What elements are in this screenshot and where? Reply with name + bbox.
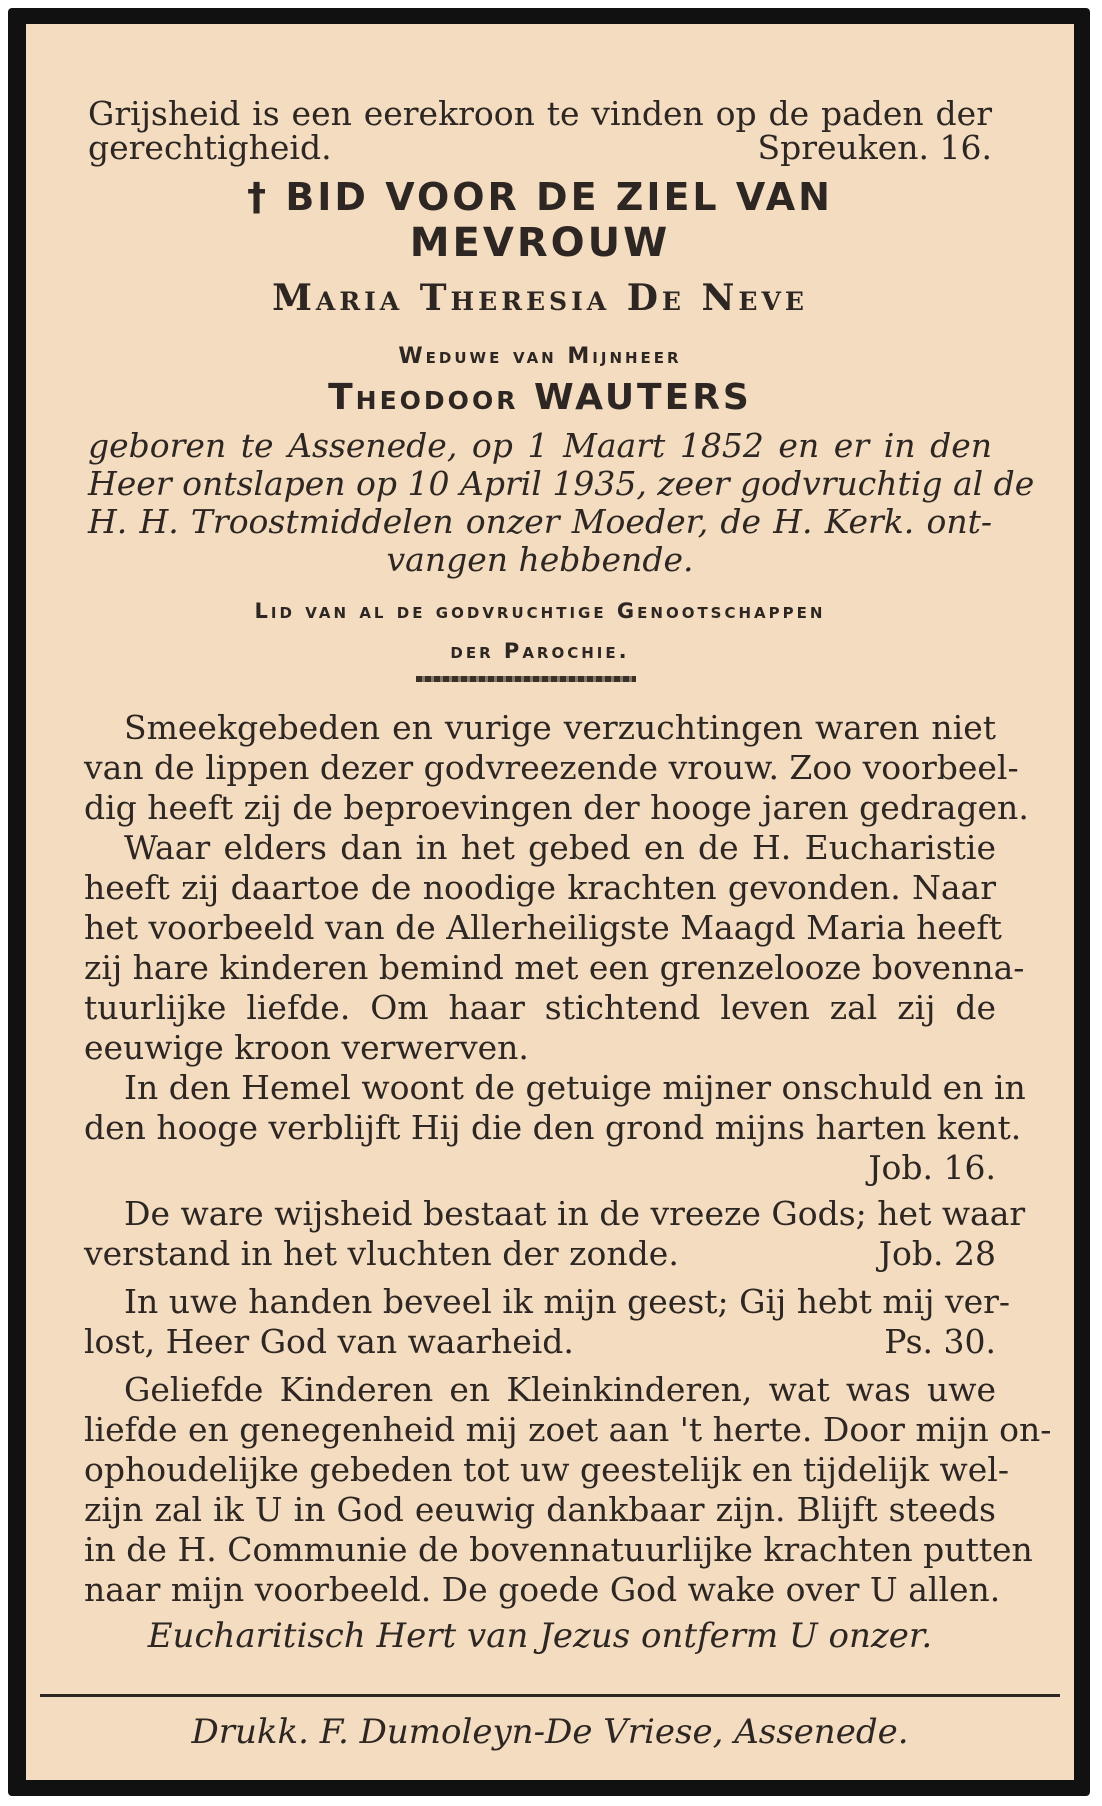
- card-paper: [26, 24, 1074, 1780]
- body-line: naar mijn voorbeeld. De goede God wake over U allen.: [84, 1570, 1001, 1609]
- body-text: verstand in het vluchten der zonde.: [84, 1234, 679, 1273]
- epigraph-line: Grijsheid is een eerekroon te vinden op de paden der: [88, 94, 992, 133]
- prayer-card: [8, 8, 1090, 1796]
- birth-line: geboren te Assenede, op 1 Maart 1852 en er in den: [88, 426, 992, 465]
- birth-line: H. H. Troostmiddelen onzer Moeder, de H. Kerk. ont-: [88, 502, 992, 541]
- birth-line: Heer ontslapen op 10 April 1935, zeer godvruchtig al de: [88, 464, 1035, 503]
- body-line: zij hare kinderen bemind met een grenzelooze bovenna-: [84, 948, 1025, 987]
- body-line: Waar elders dan in het gebed en de H. Eucharistie: [124, 828, 996, 867]
- body-line: Smeekgebeden en vurige verzuchtingen waren niet: [124, 708, 996, 747]
- body-line: In uwe handen beveel ik mijn geest; Gij hebt mij ver-: [124, 1282, 1011, 1321]
- membership-line: der Parochie.: [450, 639, 630, 663]
- ornament-divider: [416, 676, 636, 682]
- body-line: dig heeft zij de beproevingen der hooge jaren gedragen.: [84, 788, 1029, 827]
- body-line: in de H. Communie de bovennatuurlijke krachten putten: [84, 1530, 1033, 1569]
- husband-name: Theodoor WAUTERS: [328, 377, 752, 418]
- body-text: lost, Heer God van waarheid.: [84, 1322, 574, 1361]
- body-line: tuurlijke liefde. Om haar stichtend leven zal zij de: [84, 988, 996, 1027]
- printer-imprint: Drukk. F. Dumoleyn-De Vriese, Assenede.: [191, 1712, 909, 1752]
- body-line: Geliefde Kinderen en Kleinkinderen, wat was uwe: [124, 1370, 996, 1409]
- epigraph-line: [88, 128, 992, 168]
- body-line: eeuwige kroon verwerven.: [84, 1028, 529, 1067]
- body-line: het voorbeeld van de Allerheiligste Maagd Maria heeft: [84, 908, 1002, 947]
- closing-invocation: Eucharitisch Hert van Jezus ontferm U onzer.: [147, 1616, 933, 1656]
- scripture-reference: Job. 16.: [868, 1148, 996, 1187]
- birth-line: vangen hebbende.: [386, 540, 694, 579]
- epigraph-reference: Spreuken. 16.: [757, 128, 992, 167]
- body-line: [84, 1234, 996, 1274]
- epigraph-text: gerechtigheid.: [88, 128, 332, 167]
- membership-line: Lid van al de godvruchtige Genootschappen: [254, 599, 826, 623]
- body-line: De ware wijsheid bestaat in de vreeze Gods; het waar: [124, 1194, 1026, 1233]
- body-line: In den Hemel woont de getuige mijner onschuld en in: [124, 1068, 1026, 1107]
- body-line: heeft zij daartoe de noodige krachten gevonden. Naar: [84, 868, 996, 907]
- body-line: ophoudelijke gebeden tot uw geestelijk en tijdelijk wel-: [84, 1450, 1009, 1489]
- body-line: van de lippen dezer godvreezende vrouw. Zoo voorbeel-: [84, 748, 1019, 787]
- widow-of: Weduwe van Mijnheer: [398, 344, 682, 369]
- footer-divider: [40, 1694, 1060, 1697]
- prayer-heading: † BID VOOR DE ZIEL VAN: [247, 175, 833, 219]
- scripture-reference: Ps. 30.: [884, 1322, 996, 1361]
- scripture-reference: Job. 28: [878, 1234, 996, 1273]
- body-line: liefde en genegenheid mij zoet aan 't herte. Door mijn on-: [84, 1410, 1052, 1449]
- body-line: zijn zal ik U in God eeuwig dankbaar zijn. Blijft steeds: [84, 1490, 996, 1529]
- deceased-name: Maria Theresia De Neve: [272, 277, 808, 319]
- body-line: den hooge verblijft Hij die den grond mijns harten kent.: [84, 1108, 1022, 1147]
- body-line: [84, 1322, 996, 1362]
- title-mevrouw: MEVROUW: [409, 220, 671, 266]
